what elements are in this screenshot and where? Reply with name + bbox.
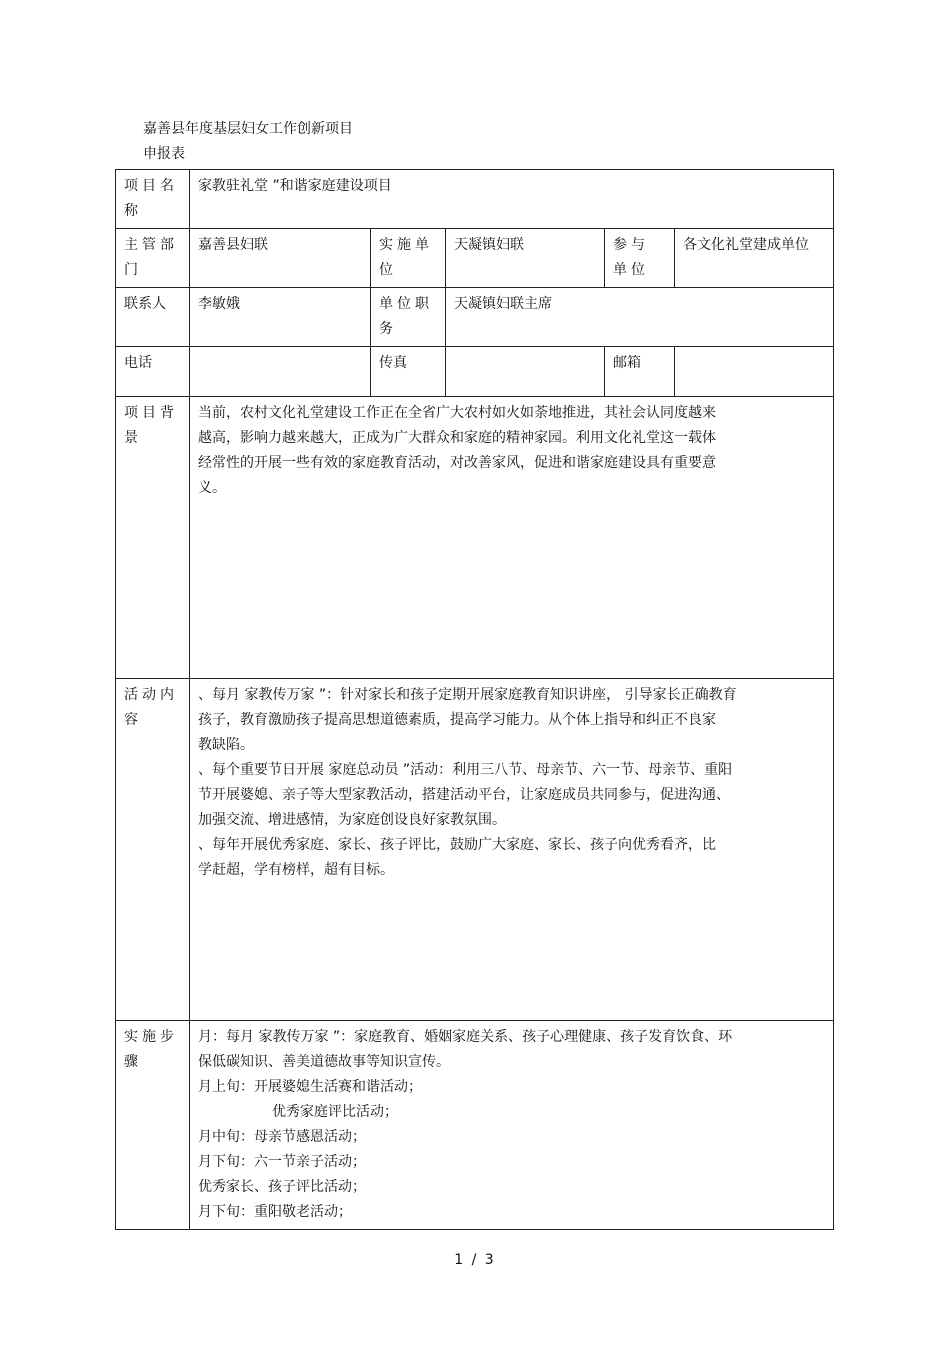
- steps-line: 月下旬：六一节亲子活动；: [198, 1154, 366, 1170]
- activity-line: 加强交流、增进感情，为家庭创设良好家教氛围。: [198, 812, 506, 828]
- email-value: [675, 347, 834, 397]
- participant-value: 各文化礼堂建成单位: [675, 229, 834, 288]
- dept-label: 主管部门: [116, 229, 190, 288]
- activity-line: 、每月 家教传万家 ”：针对家长和孩子定期开展家庭教育知识讲座， 引导家长正确教育: [198, 687, 737, 703]
- impl-unit-value: 天凝镇妇联: [446, 229, 605, 288]
- participant-label: 参与单位: [605, 229, 675, 288]
- row-project-name: [116, 170, 834, 229]
- background-line: 越高，影响力越来越大，正成为广大群众和家庭的精神家园。利用文化礼堂这一载体: [198, 430, 716, 446]
- activity-line: 、每年开展优秀家庭、家长、孩子评比，鼓励广大家庭、家长、孩子向优秀看齐，比: [198, 837, 716, 853]
- steps-line: 月中旬：母亲节感恩活动；: [198, 1129, 366, 1145]
- background-label: 项目背景: [116, 397, 190, 679]
- impl-unit-label: 实施单位: [371, 229, 446, 288]
- steps-content: [190, 1021, 834, 1230]
- row-activity: [116, 679, 834, 1021]
- steps-line: 月上旬：开展婆媳生活赛和谐活动；: [198, 1079, 422, 1095]
- application-form-table: [115, 169, 834, 1230]
- fax-value: [446, 347, 605, 397]
- steps-line: 月：每月 家教传万家 ”：家庭教育、婚姻家庭关系、孩子心理健康、孩子发育饮食、环: [198, 1029, 733, 1045]
- background-line: 义。: [198, 480, 226, 496]
- email-label: 邮箱: [605, 347, 675, 397]
- background-line: 经常性的开展一些有效的家庭教育活动，对改善家风，促进和谐家庭建设具有重要意: [198, 455, 716, 471]
- phone-value: [190, 347, 371, 397]
- background-line: 当前，农村文化礼堂建设工作正在全省广大农村如火如荼地推进，其社会认同度越来: [198, 405, 716, 421]
- steps-line: 月下旬：重阳敬老活动；: [198, 1204, 352, 1220]
- activity-line: 、每个重要节日开展 家庭总动员 ”活动：利用三八节、母亲节、六一节、母亲节、重阳: [198, 762, 733, 778]
- row-departments: [116, 229, 834, 288]
- activity-line: 教缺陷。: [198, 737, 254, 753]
- project-name-value: 家教驻礼堂 ”和谐家庭建设项目: [190, 170, 834, 229]
- steps-line: 优秀家庭评比活动；: [272, 1104, 398, 1120]
- steps-line: 优秀家长、孩子评比活动；: [198, 1179, 366, 1195]
- activity-content: [190, 679, 834, 1021]
- background-content: [190, 397, 834, 679]
- row-background: [116, 397, 834, 679]
- dept-value: 嘉善县妇联: [190, 229, 371, 288]
- row-steps: [116, 1021, 834, 1230]
- steps-line: 保低碳知识、善美道德故事等知识宣传。: [198, 1054, 450, 1070]
- page-number: 1 / 3: [454, 1252, 496, 1268]
- activity-line: 孩子，教育激励孩子提高思想道德素质，提高学习能力。从个体上指导和纠正不良家: [198, 712, 716, 728]
- row-phone: [116, 347, 834, 397]
- steps-label: 实施步骤: [116, 1021, 190, 1230]
- contact-label: 联系人: [116, 288, 190, 347]
- activity-label: 活动内容: [116, 679, 190, 1021]
- project-name-label: 项目名称: [116, 170, 190, 229]
- row-contact: [116, 288, 834, 347]
- form-title: 嘉善县年度基层妇女工作创新项目: [143, 121, 353, 137]
- activity-line: 节开展婆媳、亲子等大型家教活动，搭建活动平台，让家庭成员共同参与，促进沟通、: [198, 787, 730, 803]
- contact-value: 李敏娥: [190, 288, 371, 347]
- form-subtitle: 申报表: [143, 146, 185, 162]
- activity-line: 学赶超，学有榜样，超有目标。: [198, 862, 394, 878]
- fax-label: 传真: [371, 347, 446, 397]
- position-value: 天凝镇妇联主席: [446, 288, 834, 347]
- phone-label: 电话: [116, 347, 190, 397]
- position-label: 单位职务: [371, 288, 446, 347]
